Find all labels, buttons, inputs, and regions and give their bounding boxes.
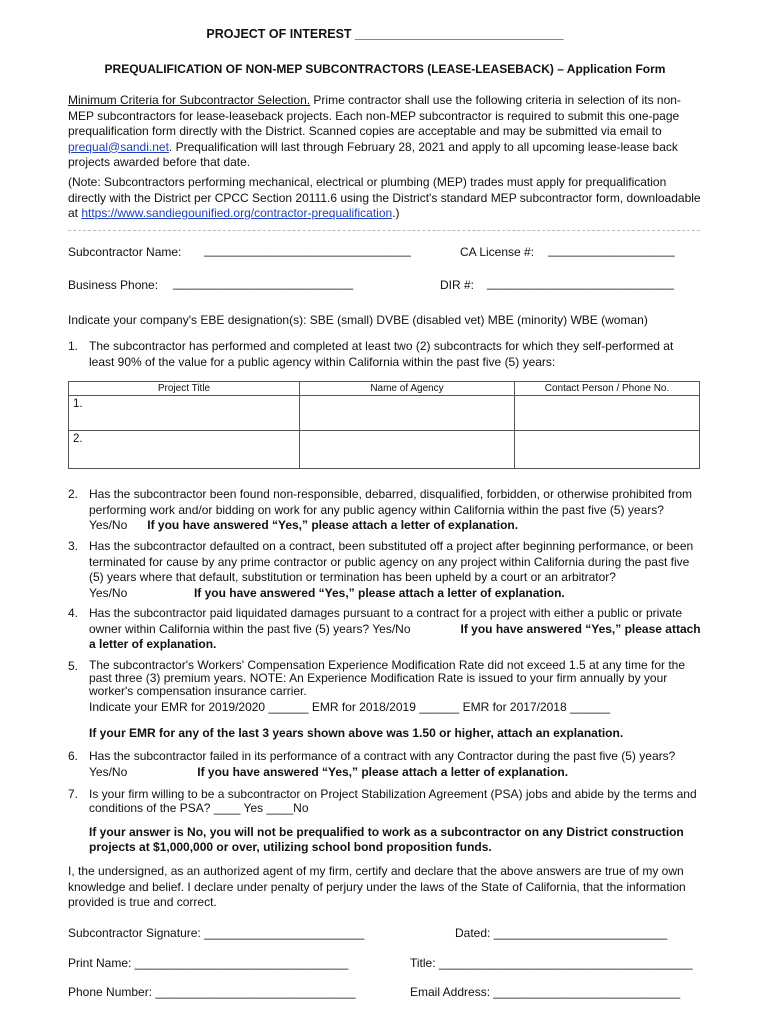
note-text-2: .) [392, 206, 400, 220]
phone-number-field[interactable]: Phone Number: ______________________________ [68, 985, 356, 999]
q3-instruction: If you have answered “Yes,” please attach a letter of explanation. [193, 585, 565, 600]
col-agency-name: Name of Agency [300, 382, 515, 396]
table-cell-agency-2[interactable] [300, 431, 515, 469]
q6-text: Has the subcontractor failed in its performance of a contract with any Contractor during the past five (5) years? Yes/No [89, 749, 676, 779]
intro-text-1: Prime contractor shall use the following criteria in selection of its non-MEP subcontractors for lease-leaseback projects. Each non-MEP subcontractor is required to submit this one-page prequalification form directly with the District. Scanned copies are acceptable and may be submitted via email to [68, 93, 681, 138]
section-divider [68, 230, 700, 231]
title-field[interactable]: Title: ______________________________________ [410, 956, 693, 970]
q6-number: 6. [68, 749, 79, 763]
q4-number: 4. [68, 606, 79, 620]
q4-text: Has the subcontractor paid liquidated damages pursuant to a contract for a project with either a public or private owner within California within the past five (5) years? Yes/No [89, 606, 682, 636]
signature-field[interactable]: Subcontractor Signature: ________________________ [68, 926, 365, 940]
q2-instruction: If you have answered “Yes,” please attach a letter of explanation. [147, 518, 519, 532]
col-project-title: Project Title [69, 382, 300, 396]
project-of-interest: PROJECT OF INTEREST ______________________________ [206, 27, 564, 41]
dir-label: DIR #: [440, 278, 475, 292]
print-name-field[interactable]: Print Name: ________________________________ [68, 956, 349, 970]
business-phone-label: Business Phone: [68, 278, 159, 292]
dir-field[interactable]: ____________________________ [487, 276, 674, 290]
subcontractor-name-label: Subcontractor Name: [68, 245, 182, 259]
ca-license-label: CA License #: [460, 245, 535, 259]
prequal-website-link[interactable]: https://www.sandiegounified.org/contractor-prequalification [81, 206, 393, 220]
q7-instruction: If your answer is No, you will not be prequalified to work as a subcontractor on any District construction projects at $1,000,000 or over, utilizing school bond proposition funds. [89, 825, 684, 854]
q3-text: Has the subcontractor defaulted on a contract, been substituted off a project after beginning performance, or been terminated for cause by any prime contractor or public agency on any project within California during the past five (5) years where that default, substitution or termination has been upheld by a court or an arbitrator? Yes/No [89, 539, 694, 600]
q1-text: The subcontractor has performed and completed at least two (2) subcontracts for which they self-performed at least 90% of the value for a public agency within California within the past five (5) years: [89, 339, 674, 369]
projects-table [68, 381, 700, 469]
intro-text-2: . Prequalification will last through February 28, 2021 and apply to all upcoming lease-lease back projects awarded before that date. [68, 139, 678, 169]
email-address-field[interactable]: Email Address: ____________________________ [410, 985, 681, 999]
table-row [69, 396, 700, 431]
certification-text: I, the undersigned, as an authorized agent of my firm, certify and declare that the above answers are true of my own knowledge and belief. I declare under penalty of perjury under the laws of the State of California, that the information provided is true and correct. [68, 864, 686, 909]
form-title: PREQUALIFICATION OF NON-MEP SUBCONTRACTORS (LEASE-LEASEBACK) – Application Form [104, 62, 666, 76]
note-text-1: (Note: Subcontractors performing mechanical, electrical or plumbing (MEP) trades must apply for prequalification directly with the District per CPCC Section 20111.6 using the District's standard MEP subcontractor form, downloadable at [68, 175, 701, 220]
q6-instruction: If you have answered “Yes,” please attach a letter of explanation. [197, 764, 569, 779]
q5-text: The subcontractor's Workers' Compensation Experience Modification Rate did not exceed 1.5 at any time for the past three (3) premium years. NOTE: An Experience Modification Rate is issued to your firm annually by your worker's compensation insurance carrier. [89, 658, 685, 698]
table-cell-project-1[interactable]: 1. [69, 396, 300, 431]
q2-number: 2. [68, 487, 79, 501]
q7-number: 7. [68, 787, 79, 801]
q5-number: 5. [68, 659, 79, 673]
table-cell-contact-1[interactable] [515, 396, 700, 431]
table-cell-project-2[interactable]: 2. [69, 431, 300, 469]
table-cell-agency-1[interactable] [300, 396, 515, 431]
q6-question [89, 749, 701, 780]
dated-field[interactable]: Dated: __________________________ [455, 926, 668, 940]
intro-paragraph [68, 93, 702, 171]
table-row [69, 431, 700, 469]
q3-number: 3. [68, 539, 79, 553]
q4-question [89, 606, 701, 653]
q3-question [89, 539, 701, 601]
q1-number: 1. [68, 339, 79, 353]
table-cell-contact-2[interactable] [515, 431, 700, 469]
q4-instruction: If you have answered “Yes,” please attach a letter of explanation. [89, 621, 701, 651]
mep-note [68, 175, 702, 222]
subcontractor-name-field[interactable]: _______________________________ [204, 243, 411, 257]
q5-emr-line[interactable]: Indicate your EMR for 2019/2020 ______ EMR for 2018/2019 ______ EMR for 2017/2018 ______ [89, 700, 611, 714]
ca-license-field[interactable]: ___________________ [548, 243, 675, 257]
q7-text: Is your firm willing to be a subcontractor on Project Stabilization Agreement (PSA) jobs and abide by the terms and conditions of the PSA? ____ Yes ____No [89, 787, 697, 815]
q5-instruction: If your EMR for any of the last 3 years shown above was 1.50 or higher, attach an explanation. [89, 726, 624, 740]
business-phone-field[interactable]: ___________________________ [173, 276, 354, 290]
ebe-designation[interactable]: Indicate your company's EBE designation(s): SBE (small) DVBE (disabled vet) MBE (minority) WBE (woman) [68, 313, 648, 327]
q2-text: Has the subcontractor been found non-responsible, debarred, disqualified, forbidden, or otherwise prohibited from performing work and/or bidding on work for any public agency within California within the past five (5) years? Yes/No [89, 487, 693, 532]
prequal-email-link[interactable]: prequal@sandi.net [68, 139, 169, 154]
q2-question [89, 487, 701, 534]
intro-heading: Minimum Criteria for Subcontractor Selection. [68, 93, 311, 107]
col-contact: Contact Person / Phone No. [515, 382, 700, 396]
